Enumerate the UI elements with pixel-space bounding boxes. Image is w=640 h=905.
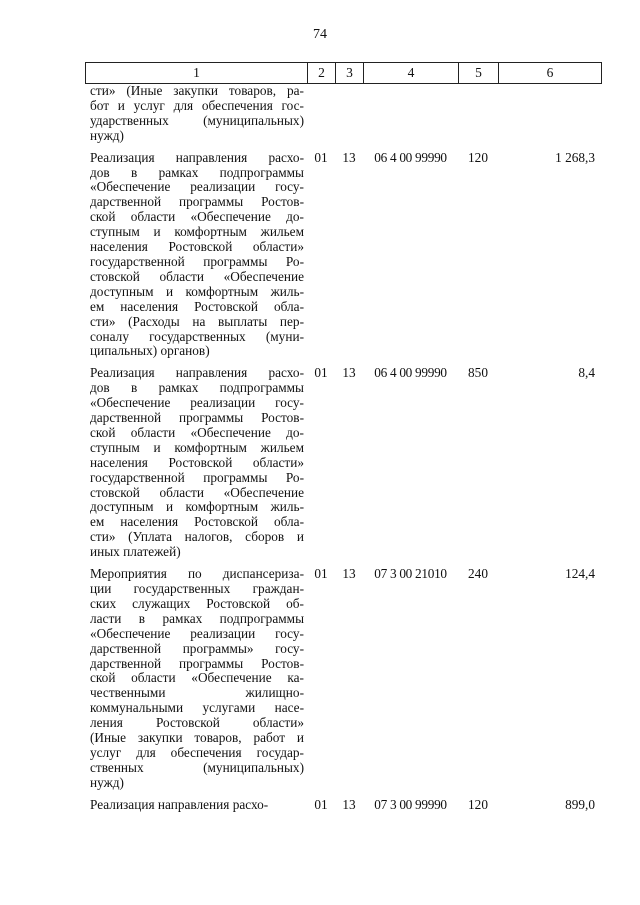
description-line: стовской области «Обеспечение: [90, 484, 304, 500]
description-line: чественными жилищно-: [90, 685, 304, 701]
description-line: ласти в рамках подпрограммы: [90, 610, 304, 626]
description-line: ем населения Ростовской обла-: [90, 514, 304, 530]
table-body: [85, 84, 601, 820]
description-line: (Иные закупки товаров, работ и: [90, 730, 304, 746]
description-line: «Обеспечение реализации госу-: [90, 625, 304, 641]
description-line: ской области «Обеспечение до-: [90, 209, 304, 225]
section-code: 01: [314, 365, 328, 381]
expense-type-code: 240: [468, 566, 488, 582]
description-line: ской области «Обеспечение ка-: [90, 670, 304, 686]
section-code: 01: [314, 796, 328, 812]
column-header-row: [86, 63, 602, 84]
description-line: дарственной программы» госу-: [90, 640, 304, 656]
table-row: [85, 366, 601, 560]
page-number: 74: [313, 27, 327, 42]
description-line: населения Ростовской области»: [90, 239, 304, 255]
row-description: [85, 567, 307, 791]
description-line: ступным и комфортным жильем: [90, 224, 304, 240]
description-line: бот и услуг для обеспечения гос-: [90, 97, 304, 113]
column-header-3: 3: [336, 63, 364, 84]
expense-type-code: 120: [468, 149, 488, 165]
column-header-2: 2: [308, 63, 336, 84]
table-row: [85, 151, 601, 360]
description-line: нужд): [90, 774, 124, 790]
target-article-code: 06 4 00 99990: [374, 149, 447, 165]
description-line: соналу государственных (муни-: [90, 328, 304, 344]
target-article-code: 06 4 00 99990: [374, 365, 447, 381]
description-line: ципальных) органов): [90, 343, 210, 359]
description-line: коммунальными услугами насе-: [90, 700, 304, 716]
target-article-code: 07 3 00 21010: [374, 566, 447, 582]
table-row: [85, 84, 601, 144]
description-line: «Обеспечение реализации госу-: [90, 395, 304, 411]
description-line: доступным и комфортным жиль-: [90, 283, 304, 299]
row-description: [85, 798, 307, 813]
description-line: Реализация направления расхо-: [90, 365, 304, 381]
subsection-code: 13: [342, 149, 356, 165]
description-line: дов в рамках подпрограммы: [90, 164, 304, 180]
description-line: дов в рамках подпрограммы: [90, 380, 304, 396]
column-header-6: 6: [499, 63, 602, 84]
description-line: сти» (Иные закупки товаров, ра-: [90, 83, 304, 98]
description-line: дарственной программы Ростов-: [90, 194, 304, 210]
description-line: Мероприятия по диспансеризa-: [90, 566, 304, 582]
amount-value: 124,4: [565, 566, 595, 582]
amount-value: 899,0: [565, 796, 595, 812]
description-line: услуг для обеспечения государ-: [90, 744, 304, 760]
description-line: стовской области «Обеспечение: [90, 268, 304, 284]
expense-type-code: 120: [468, 796, 488, 812]
description-line: государственной программы Ро-: [90, 469, 304, 485]
section-code: 01: [314, 566, 328, 582]
expense-type-code: 850: [468, 365, 488, 381]
description-line: Реализация направления расхо-: [90, 149, 304, 165]
description-line: ступным и комфортным жильем: [90, 439, 304, 455]
table-row: [85, 567, 601, 791]
description-line: ской области «Обеспечение до-: [90, 424, 304, 440]
description-line: ления Ростовской области»: [90, 715, 304, 731]
subsection-code: 13: [342, 365, 356, 381]
description-line: нужд): [90, 127, 124, 143]
description-line: ударственных (муниципальных): [90, 112, 304, 128]
description-line: ции государственных граждан-: [90, 581, 304, 596]
column-header-4: 4: [364, 63, 459, 84]
description-line: доступным и комфортным жиль-: [90, 499, 304, 515]
row-description: [85, 84, 307, 144]
description-line: сти» (Расходы на выплаты пер-: [90, 313, 304, 329]
column-header-table: [85, 62, 602, 84]
row-description: [85, 366, 307, 560]
subsection-code: 13: [342, 796, 356, 812]
description-line: Реализация направления расхо-: [90, 796, 269, 812]
amount-value: 8,4: [578, 365, 595, 381]
description-line: ских служащих Ростовской об-: [90, 595, 304, 611]
description-line: «Обеспечение реализации госу-: [90, 179, 304, 195]
description-line: ем населения Ростовской обла-: [90, 298, 304, 314]
description-line: населения Ростовской области»: [90, 454, 304, 470]
table-row: [85, 798, 601, 813]
description-line: государственной программы Ро-: [90, 253, 304, 269]
description-line: дарственной программы Ростов-: [90, 655, 304, 671]
row-description: [85, 151, 307, 360]
section-code: 01: [314, 149, 328, 165]
description-line: дарственной программы Ростов-: [90, 410, 304, 426]
target-article-code: 07 3 00 99990: [374, 796, 447, 812]
amount-value: 1 268,3: [555, 149, 595, 165]
column-header-5: 5: [459, 63, 499, 84]
column-header-1: 1: [86, 63, 308, 84]
subsection-code: 13: [342, 566, 356, 582]
description-line: иных платежей): [90, 544, 181, 560]
description-line: ственных (муниципальных): [90, 759, 304, 775]
description-line: сти» (Уплата налогов, сборов и: [90, 529, 304, 545]
